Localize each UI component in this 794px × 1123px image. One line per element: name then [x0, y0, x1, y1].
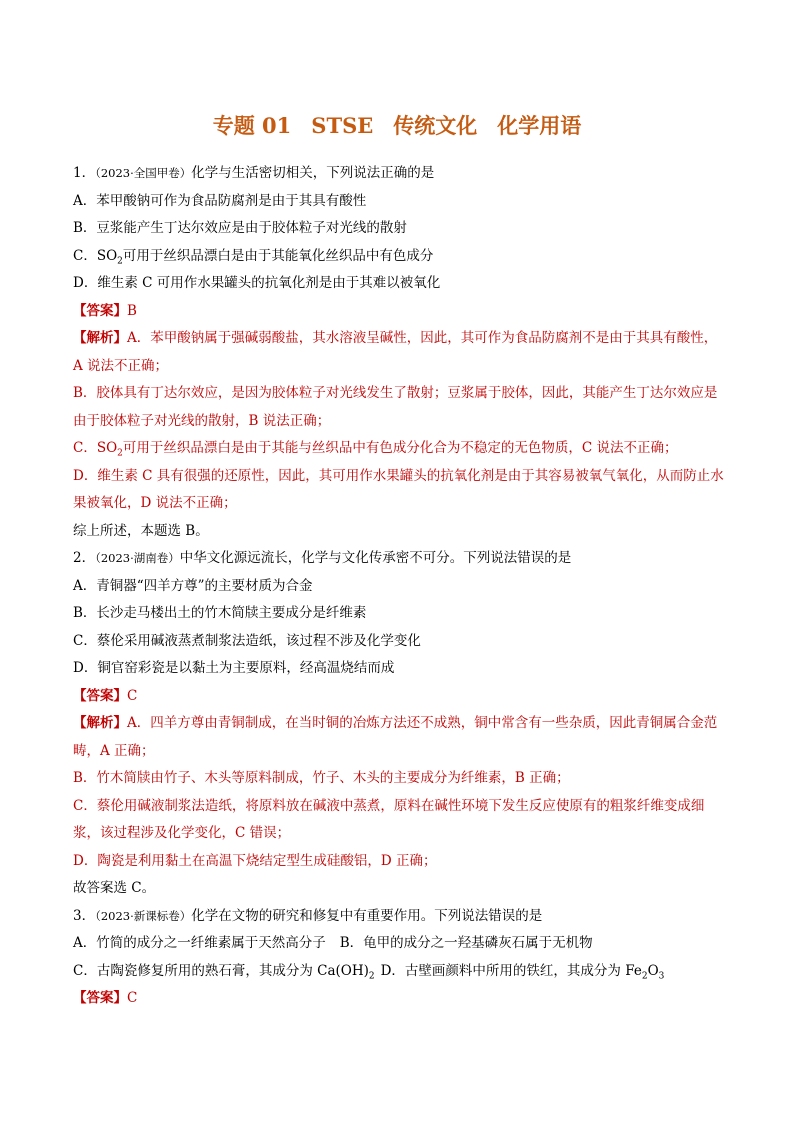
question-2-analysis-d: D．陶瓷是利用黏土在高温下烧结定型生成硅酸铝，D 正确； — [73, 852, 437, 869]
question-2-analysis-a: 【解析】A．四羊方尊由青铜制成，在当时铜的冶炼方法还不成熟，铜中常含有一些杂质，因此青铜属合金范畴，A 正确； — [73, 715, 718, 759]
question-1-summary: 综上所述，本题选 B。 — [73, 522, 209, 539]
question-1-stem: 1．（2023·全国甲卷）化学与生活密切相关，下列说法正确的是 — [73, 165, 435, 181]
question-1-option-d: D．维生素 C 可用作水果罐头的抗氧化剂是由于其难以被氧化 — [73, 275, 441, 291]
document-body — [73, 160, 725, 1013]
question-source: （2023·新课标卷） — [95, 908, 192, 923]
question-3-answer: 【答案】C — [73, 990, 138, 1006]
question-2-analysis-b: B．竹木简牍由竹子、木头等原料制成，竹子、木头的主要成分为纤维素，B 正确； — [73, 770, 570, 786]
question-3-stem: 3．（2023·新课标卷）化学在文物的研究和修复中有重要作用。下列说法错误的是 — [73, 907, 543, 924]
question-2-option-c: C．蔡伦采用碱液蒸煮制浆法造纸，该过程不涉及化学变化 — [73, 632, 421, 649]
question-3-options-cd — [73, 958, 725, 986]
question-3-options-ab — [73, 930, 725, 958]
question-1-analysis-c: C．$SO_2$可用于丝织品漂白是由于其能与丝织品中有色成分化合为不稳定的无色物质，C 说法不正确； — [73, 440, 678, 459]
question-3-option-c: C．古陶瓷修复所用的熟石膏，其成分为 $Ca(OH)_2$ — [73, 962, 375, 982]
question-1-analysis-d: D．维生素 C 具有很强的还原性，因此，其可用作水果罐头的抗氧化剂是由于其容易被氧气氧化，从而防止水果被氧化，D 说法不正确； — [73, 467, 724, 511]
title-traditional-culture: 传统文化 — [393, 113, 478, 138]
page-title — [0, 110, 794, 140]
title-stse: STSE — [311, 113, 374, 138]
question-2-stem: 2．（2023·湖南卷）中华文化源远流长，化学与文化传承密不可分。下列说法错误的是 — [73, 550, 572, 566]
question-2-option-a: A．青铜器“四羊方尊”的主要材质为合金 — [73, 577, 313, 594]
question-2-analysis-c: C．蔡伦用碱液制浆法造纸，将原料放在碱液中蒸煮，原料在碱性环境下发生反应使原有的粗浆纤维变成细浆，该过程涉及化学变化，C 错误； — [73, 797, 705, 841]
question-1-analysis-b: B．胶体具有丁达尔效应，是因为胶体粒子对光线发生了散射；豆浆属于胶体，因此，其能产生丁达尔效应是由于胶体粒子对光线的散射，B 说法正确； — [73, 385, 718, 429]
question-2-answer: 【答案】C — [73, 687, 138, 704]
question-3-option-d: D．古壁画颜料中所用的铁红，其成分为 $Fe_2O_3$ — [380, 962, 665, 982]
question-3-option-a: A．竹简的成分之一纤维素属于天然高分子 — [73, 935, 326, 951]
question-source: （2023·湖南卷） — [95, 551, 180, 565]
question-2-option-d: D．铜官窑彩瓷是以黏土为主要原料，经高温烧结而成 — [73, 660, 395, 676]
question-1-option-b: B．豆浆能产生丁达尔效应是由于胶体粒子对光线的散射 — [73, 220, 407, 236]
question-1-option-c: C．$SO_2$可用于丝织品漂白是由于其能氧化丝织品中有色成分 — [73, 247, 434, 267]
question-2-summary: 故答案选 C。 — [73, 880, 156, 896]
question-3-option-b: B．龟甲的成分之一羟基磷灰石属于无机物 — [339, 935, 593, 951]
question-2-option-b: B．长沙走马楼出土的竹木简牍主要成分是纤维素 — [73, 605, 367, 621]
question-1-answer: 【答案】B — [73, 302, 137, 319]
title-topic-number: 专题 01 — [212, 113, 292, 138]
question-source: （2023·全国甲卷） — [95, 166, 192, 180]
title-chemical-terms: 化学用语 — [497, 113, 582, 138]
question-1-option-a: A．苯甲酸钠可作为食品防腐剂是由于其具有酸性 — [73, 192, 367, 209]
question-1-analysis-a: 【解析】A．苯甲酸钠属于强碱弱酸盐，其水溶液呈碱性，因此，其可作为食品防腐剂不是由于其具有酸性，A 说法不正确； — [73, 330, 718, 374]
